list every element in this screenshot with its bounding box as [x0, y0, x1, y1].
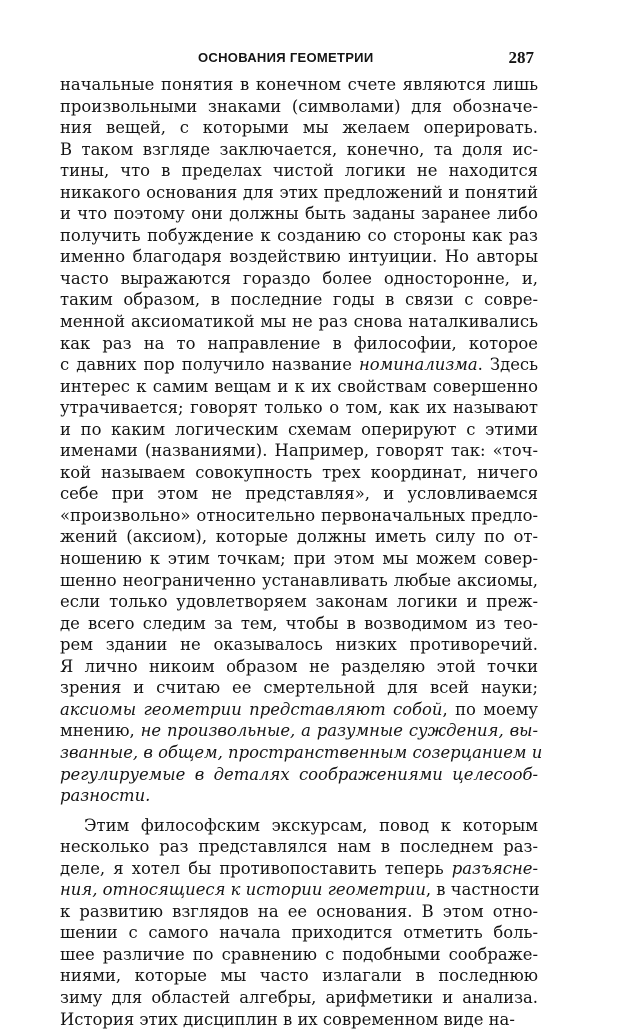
text-run: и что поэтому они должны быть заданы заранее либо — [60, 204, 538, 224]
text-run: Этим философским экскурсам, повод к которым — [84, 815, 538, 835]
text-run: рем здании не оказывалось низких противоречий. — [60, 635, 538, 655]
text-line — [60, 1009, 538, 1030]
text-run: мнению, — [60, 721, 141, 741]
text-line — [60, 354, 538, 376]
text-run: менной аксиоматикой мы не раз снова наталкивались — [60, 312, 538, 332]
text-run: де всего следим за тем, чтобы в возводимом из тео- — [60, 613, 538, 633]
text-run: жений (аксиом), которые должны иметь силу по от- — [60, 527, 538, 547]
text-line — [60, 815, 538, 837]
text-run: с давних пор получило название — [60, 355, 359, 375]
text-line — [60, 677, 538, 699]
text-line — [60, 764, 538, 786]
text-line — [60, 160, 538, 182]
text-run: интерес к самим вещам и к их свойствам совершенно — [60, 376, 538, 396]
text-line — [60, 879, 538, 901]
text-run: утрачивается; говорят только о том, как их называют — [60, 398, 538, 418]
text-line — [60, 117, 538, 139]
text-run: ния вещей, с которыми мы желаем оперировать. — [60, 118, 538, 138]
text-line — [60, 987, 538, 1009]
italic-text-run: разъясне- — [451, 858, 538, 878]
running-head — [60, 50, 538, 74]
text-line — [60, 96, 538, 118]
body-text — [60, 74, 543, 1030]
text-run: несколько раз представлялся нам в последнем раз- — [60, 837, 538, 857]
text-line — [60, 901, 538, 923]
text-run: В таком взгляде заключается, конечно, та доля ис- — [60, 139, 538, 159]
text-line — [60, 397, 538, 419]
text-line — [60, 785, 538, 807]
italic-text-run: разности. — [60, 786, 151, 806]
text-line — [60, 570, 538, 592]
text-line — [60, 182, 538, 204]
running-title: ОСНОВАНИЯ ГЕОМЕТРИИ — [198, 50, 374, 65]
italic-text-run: ния, относящиеся к истории геометрии — [60, 880, 426, 900]
text-run: к развитию взглядов на ее основания. В этом отно- — [60, 901, 538, 921]
text-line — [60, 505, 538, 527]
italic-text-run: номинализма — [358, 355, 478, 375]
text-run: шее различие по сравнению с подобными соображе- — [60, 944, 538, 964]
text-run: и по каким логическим схемам оперируют с этими — [60, 419, 538, 439]
text-run: именами (названиями). Например, говорят так: «точ- — [60, 441, 538, 461]
text-run: деле, я хотел бы противопоставить теперь — [60, 858, 452, 878]
text-run: кой называем совокупность трех координат, ничего — [60, 462, 538, 482]
text-line — [60, 225, 538, 247]
text-line — [60, 268, 538, 290]
text-run: тины, что в пределах чистой логики не находится — [60, 161, 538, 181]
book-page — [60, 0, 543, 1029]
text-line — [60, 483, 538, 505]
text-line — [60, 246, 538, 268]
text-line — [60, 289, 538, 311]
text-run: таким образом, в последние годы в связи с совре- — [60, 290, 538, 310]
text-line — [60, 944, 538, 966]
text-run: ниями, которые мы часто излагали в последнюю — [60, 966, 538, 986]
text-run: , в частности — [425, 880, 540, 900]
text-line — [60, 376, 538, 398]
text-line — [60, 440, 538, 462]
text-run: именно благодаря воздействию интуиции. Но авторы — [60, 247, 538, 267]
text-run: произвольными знаками (символами) для обозначе- — [60, 96, 538, 116]
text-run: себе при этом не представляя», и условливаемся — [60, 484, 538, 504]
text-line — [60, 965, 538, 987]
text-line — [60, 526, 538, 548]
italic-text-run: званные, в общем, пространственным созерцанием и — [60, 742, 543, 762]
text-run: «произвольно» относительно первоначальных предло- — [60, 505, 538, 525]
text-line — [60, 699, 538, 721]
text-line — [60, 613, 538, 635]
text-line — [60, 74, 538, 96]
text-run: История этих дисциплин в их современном виде на- — [60, 1009, 515, 1029]
text-line — [60, 203, 538, 225]
text-run: шении с самого начала приходится отметить боль- — [60, 923, 538, 943]
text-run: если только удовлетворяем законам логики и преж- — [60, 592, 538, 612]
text-line — [60, 858, 538, 880]
text-line — [60, 742, 543, 764]
text-run: никакого основания для этих предложений и понятий — [60, 182, 538, 202]
text-run: . Здесь — [477, 355, 539, 375]
text-line — [60, 548, 538, 570]
text-line — [60, 634, 538, 656]
text-line — [60, 462, 538, 484]
italic-text-run: аксиомы геометрии представляют собой — [60, 699, 443, 719]
italic-text-run: не произвольные, а разумные суждения, вы- — [140, 721, 538, 741]
text-line — [60, 333, 538, 355]
page-number: 287 — [508, 48, 534, 67]
text-run: часто выражаются гораздо более односторонне, и, — [60, 268, 538, 288]
text-run: как раз на то направление в философии, которое — [60, 333, 538, 353]
text-run: шенно неограниченно устанавливать любые аксиомы, — [60, 570, 538, 590]
text-line — [60, 656, 538, 678]
text-line — [60, 922, 538, 944]
text-line — [60, 419, 538, 441]
text-run: Я лично никоим образом не разделяю этой точки — [60, 656, 538, 676]
italic-text-run: регулируемые в деталях соображениями целесооб- — [60, 764, 538, 784]
text-line — [60, 720, 538, 742]
text-line — [60, 311, 538, 333]
text-line — [60, 139, 538, 161]
text-run: получить побуждение к созданию со стороны как раз — [60, 225, 538, 245]
text-run: начальные понятия в конечном счете являются лишь — [60, 75, 538, 94]
text-run: ношению к этим точкам; при этом мы можем совер- — [60, 549, 538, 569]
text-run: зрения и считаю ее смертельной для всей науки; — [60, 678, 538, 698]
text-line — [60, 836, 538, 858]
text-run: зиму для областей алгебры, арифметики и анализа. — [60, 987, 538, 1007]
text-line — [60, 591, 538, 613]
text-run: , по моему — [442, 699, 538, 719]
